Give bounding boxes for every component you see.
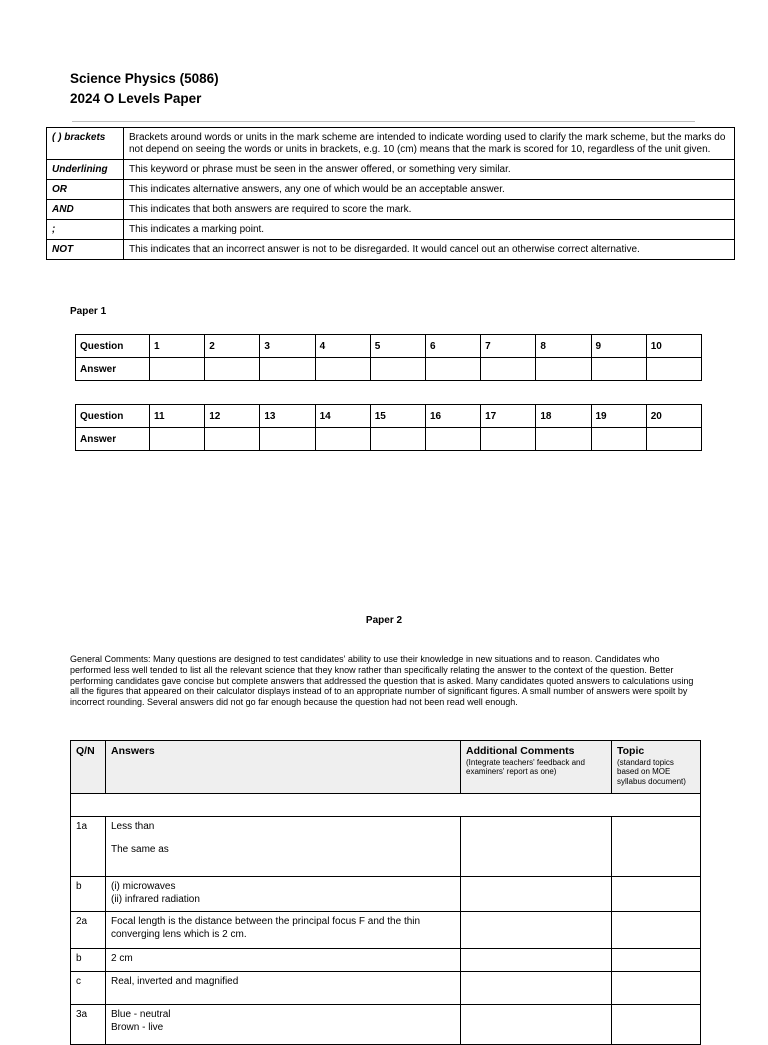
answer-cell (536, 428, 591, 451)
answer-row (76, 428, 702, 451)
header-comments (461, 741, 612, 794)
key-symbol: OR (47, 180, 124, 200)
header-comments-label: Additional Comments (466, 745, 575, 757)
comments-cell (461, 1005, 612, 1045)
comments-cell (461, 912, 612, 949)
answer-cell (205, 358, 260, 381)
answer-row (76, 358, 702, 381)
key-row (47, 128, 735, 160)
key-row (47, 180, 735, 200)
question-number: 1 (150, 335, 205, 358)
key-row (47, 240, 735, 260)
answer-line: Focal length is the distance between the principal focus F and the thin converging lens which is 2 cm. (111, 916, 421, 940)
answer-cell (150, 428, 205, 451)
answer-line: (ii) infrared radiation (111, 893, 200, 905)
key-symbol: NOT (47, 240, 124, 260)
header-answers (106, 741, 461, 794)
paper1-answer-grid-1 (75, 334, 702, 381)
question-number: 7 (481, 335, 536, 358)
question-label: Question (76, 405, 150, 428)
qn-cell: 1a (71, 817, 106, 877)
answer-line: Real, inverted and magnified (111, 976, 239, 987)
header-comments-note: (Integrate teachers' feedback and examiners' report as one) (466, 757, 585, 776)
header-qn-label: Q/N (76, 745, 95, 757)
header-topic (612, 741, 701, 794)
question-number: 11 (150, 405, 205, 428)
key-meaning: Brackets around words or units in the mark scheme are intended to indicate wording used to clarify the mark scheme, but the marks do not depend on seeing the words or units in brackets, e.g. 10 (cm) means that the mark is scored for 10, regardless of the unit given. (124, 128, 735, 160)
table-row (71, 912, 701, 949)
answer-cell (315, 358, 370, 381)
question-number: 3 (260, 335, 315, 358)
answer-cell (536, 358, 591, 381)
question-number: 12 (205, 405, 260, 428)
answer-cell (425, 428, 480, 451)
answer-line: Blue - neutral (111, 1009, 171, 1020)
answer-cell (481, 428, 536, 451)
question-number: 5 (370, 335, 425, 358)
header-divider (72, 121, 695, 122)
key-symbol: AND (47, 200, 124, 220)
topic-cell (612, 817, 701, 877)
qn-cell: b (71, 877, 106, 912)
key-symbol: ( ) brackets (47, 128, 124, 160)
question-number: 8 (536, 335, 591, 358)
paper2-mark-scheme-table (70, 740, 701, 1045)
paper2-heading: Paper 2 (365, 615, 403, 626)
answer-cell (315, 428, 370, 451)
question-number: 19 (591, 405, 646, 428)
answer-cell (106, 949, 461, 972)
table-row (71, 949, 701, 972)
topic-cell (612, 972, 701, 1005)
title-paper: 2024 O Levels Paper (70, 91, 202, 106)
topic-cell (612, 1005, 701, 1045)
answer-cell (591, 358, 646, 381)
topic-cell (612, 912, 701, 949)
header-topic-label: Topic (617, 745, 645, 757)
general-comments: General Comments: Many questions are designed to test candidates' ability to use their knowledge in new situations and to reason. Candidates who performed less well tended to list all the relevant science that they know rather than specifically relating the answer to the context of the question. Better performing candidates gave concise but complete answers that addressed the question that is asked. Many candidates quoted answers to calculations using all the figures that appeared on their calculator displays instead of to an appropriate number of significant figures. A small number of answers were spoilt by incorrect rounding. Several answers did not go far enough because the question had not been read well enough. (70, 654, 694, 708)
question-number: 10 (646, 335, 701, 358)
qn-cell: 2a (71, 912, 106, 949)
comments-cell (461, 972, 612, 1005)
paper1-answer-grid-2 (75, 404, 702, 451)
key-row (47, 160, 735, 180)
key-meaning: This indicates alternative answers, any one of which would be an acceptable answer. (124, 180, 735, 200)
key-row (47, 200, 735, 220)
answer-label: Answer (76, 428, 150, 451)
question-row (76, 335, 702, 358)
answer-cell (646, 358, 701, 381)
question-number: 6 (425, 335, 480, 358)
table-row (71, 972, 701, 1005)
answer-label: Answer (76, 358, 150, 381)
answer-cell (370, 358, 425, 381)
header-topic-note: (standard topics based on MOE syllabus document) (617, 757, 686, 786)
key-meaning: This indicates a marking point. (124, 220, 735, 240)
answer-cell (106, 912, 461, 949)
question-number: 14 (315, 405, 370, 428)
question-number: 4 (315, 335, 370, 358)
answer-cell (106, 877, 461, 912)
comments-cell (461, 949, 612, 972)
topic-cell (612, 877, 701, 912)
spacer-cell (71, 794, 701, 817)
answer-line: The same as (111, 843, 169, 855)
qn-cell: c (71, 972, 106, 1005)
answer-cell (106, 972, 461, 1005)
comments-cell (461, 817, 612, 877)
answer-cell (150, 358, 205, 381)
marking-key-table (46, 127, 735, 260)
question-number: 13 (260, 405, 315, 428)
key-meaning: This keyword or phrase must be seen in the answer offered, or something very similar. (124, 160, 735, 180)
answer-cell (260, 358, 315, 381)
question-row (76, 405, 702, 428)
qn-cell: 3a (71, 1005, 106, 1045)
topic-cell (612, 949, 701, 972)
question-label: Question (76, 335, 150, 358)
qn-cell: b (71, 949, 106, 972)
title-subject: Science Physics (5086) (70, 71, 219, 86)
answer-line: 2 cm (111, 953, 133, 964)
question-number: 16 (425, 405, 480, 428)
key-meaning: This indicates that an incorrect answer is not to be disregarded. It would cancel out an otherwise correct alternative. (124, 240, 735, 260)
comments-cell (461, 877, 612, 912)
question-number: 9 (591, 335, 646, 358)
question-number: 20 (646, 405, 701, 428)
table-spacer-row (71, 794, 701, 817)
table-row (71, 1005, 701, 1045)
answer-cell (370, 428, 425, 451)
key-symbol: Underlining (47, 160, 124, 180)
question-number: 18 (536, 405, 591, 428)
key-symbol: ; (47, 220, 124, 240)
answer-cell (106, 817, 461, 877)
key-row (47, 220, 735, 240)
paper1-heading: Paper 1 (70, 306, 107, 317)
key-meaning: This indicates that both answers are required to score the mark. (124, 200, 735, 220)
answer-cell (481, 358, 536, 381)
answer-line: Brown - live (111, 1021, 164, 1033)
header-qn (71, 741, 106, 794)
header-answers-label: Answers (111, 745, 155, 757)
answer-cell (591, 428, 646, 451)
answer-cell (425, 358, 480, 381)
table-row (71, 817, 701, 877)
table-row (71, 877, 701, 912)
answer-cell (106, 1005, 461, 1045)
question-number: 15 (370, 405, 425, 428)
answer-line: Less than (111, 821, 155, 832)
question-number: 2 (205, 335, 260, 358)
answer-cell (646, 428, 701, 451)
table-header-row (71, 741, 701, 794)
answer-cell (260, 428, 315, 451)
question-number: 17 (481, 405, 536, 428)
document-title (70, 69, 219, 109)
answer-cell (205, 428, 260, 451)
answer-line: (i) microwaves (111, 881, 176, 892)
